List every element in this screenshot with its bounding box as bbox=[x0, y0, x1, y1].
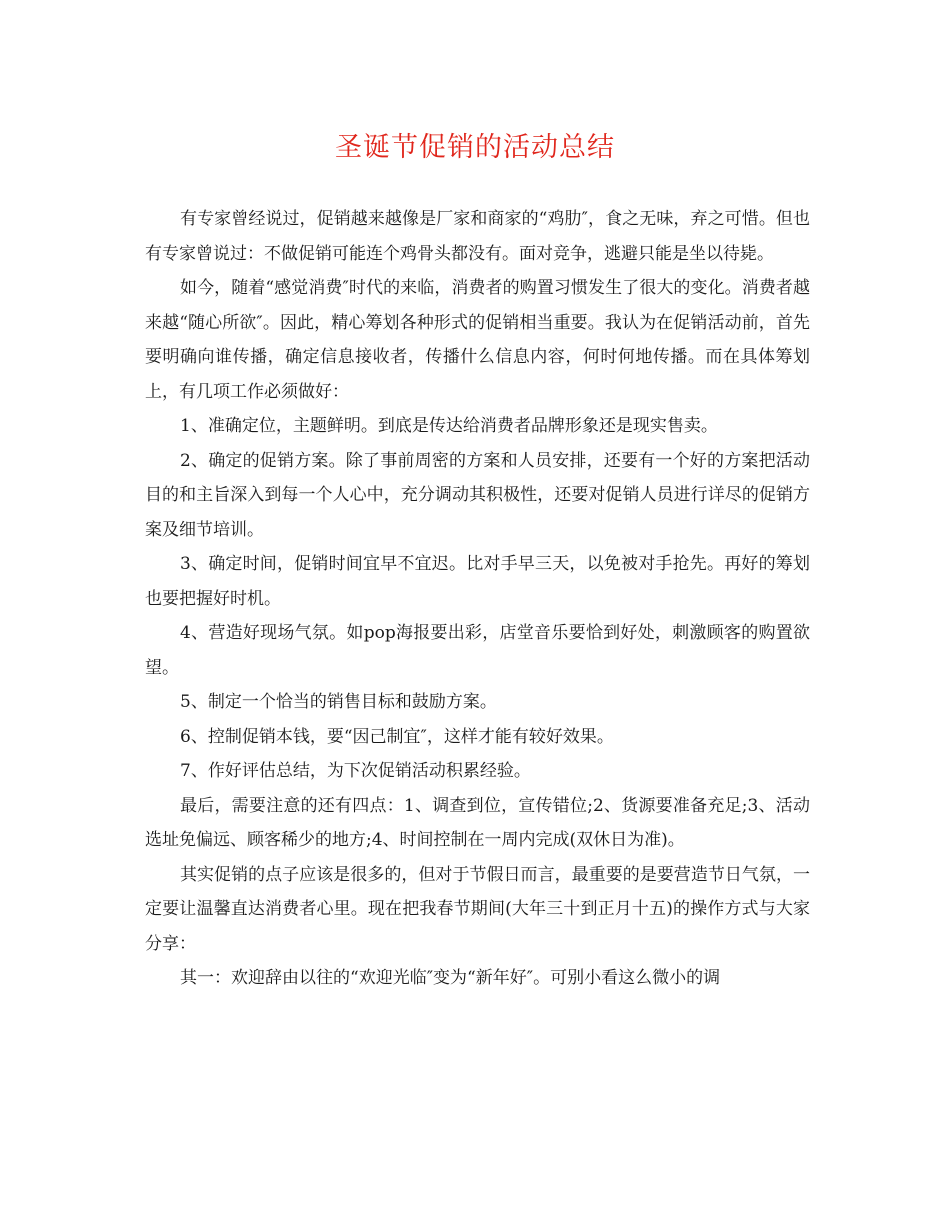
paragraph: 1、准确定位，主题鲜明。到底是传达给消费者品牌形象还是现实售卖。 bbox=[180, 416, 718, 436]
paragraph: 7、作好评估总结，为下次促销活动积累经验。 bbox=[180, 761, 531, 781]
paragraph: 4、营造好现场气氛。如pop海报要出彩，店堂音乐要恰到好处，刺激顾客的购置欲望。 bbox=[145, 623, 810, 678]
document-title: 圣诞节促销的活动总结 bbox=[335, 132, 615, 163]
document-body bbox=[145, 202, 810, 996]
paragraph: 如今，随着“感觉消费″时代的来临，消费者的购置习惯发生了很大的变化。消费者越来越“随心所欲″。因此，精心筹划各种形式的促销相当重要。我认为在促销活动前，首先要明确向谁传播，确定信息接收者，传播什么信息内容，何时何地传播。而在具体筹划上，有几项工作必须做好： bbox=[145, 278, 810, 402]
paragraph: 6、控制促销本钱，要“因己制宜″，这样才能有较好效果。 bbox=[180, 726, 614, 747]
paragraph: 2、确定的促销方案。除了事前周密的方案和人员安排，还要有一个好的方案把活动目的和主旨深入到每一个人心中，充分调动其积极性，还要对促销人员进行详尽的促销方案及细节培训。 bbox=[145, 450, 810, 540]
paragraph: 其实促销的点子应该是很多的，但对于节假日而言，最重要的是要营造节日气氛，一定要让温馨直达消费者心里。现在把我春节期间(大年三十到正月十五)的操作方式与大家分享： bbox=[145, 864, 810, 954]
paragraph: 有专家曾经说过，促销越来越像是厂家和商家的“鸡肋″，食之无味，弃之可惜。但也有专家曾说过：不做促销可能连个鸡骨头都没有。面对竞争，逃避只能是坐以待毙。 bbox=[145, 209, 810, 264]
paragraph: 5、制定一个恰当的销售目标和鼓励方案。 bbox=[180, 692, 497, 712]
paragraph: 最后，需要注意的还有四点：1、调查到位，宣传错位;2、货源要准备充足;3、活动选址免偏远、顾客稀少的地方;4、时间控制在一周内完成(双休日为准)。 bbox=[145, 795, 810, 850]
paragraph: 其一：欢迎辞由以往的“欢迎光临″变为“新年好″。可别小看这么微小的调 bbox=[180, 968, 721, 988]
paragraph: 3、确定时间，促销时间宜早不宜迟。比对手早三天，以免被对手抢先。再好的筹划也要把握好时机。 bbox=[145, 554, 810, 609]
